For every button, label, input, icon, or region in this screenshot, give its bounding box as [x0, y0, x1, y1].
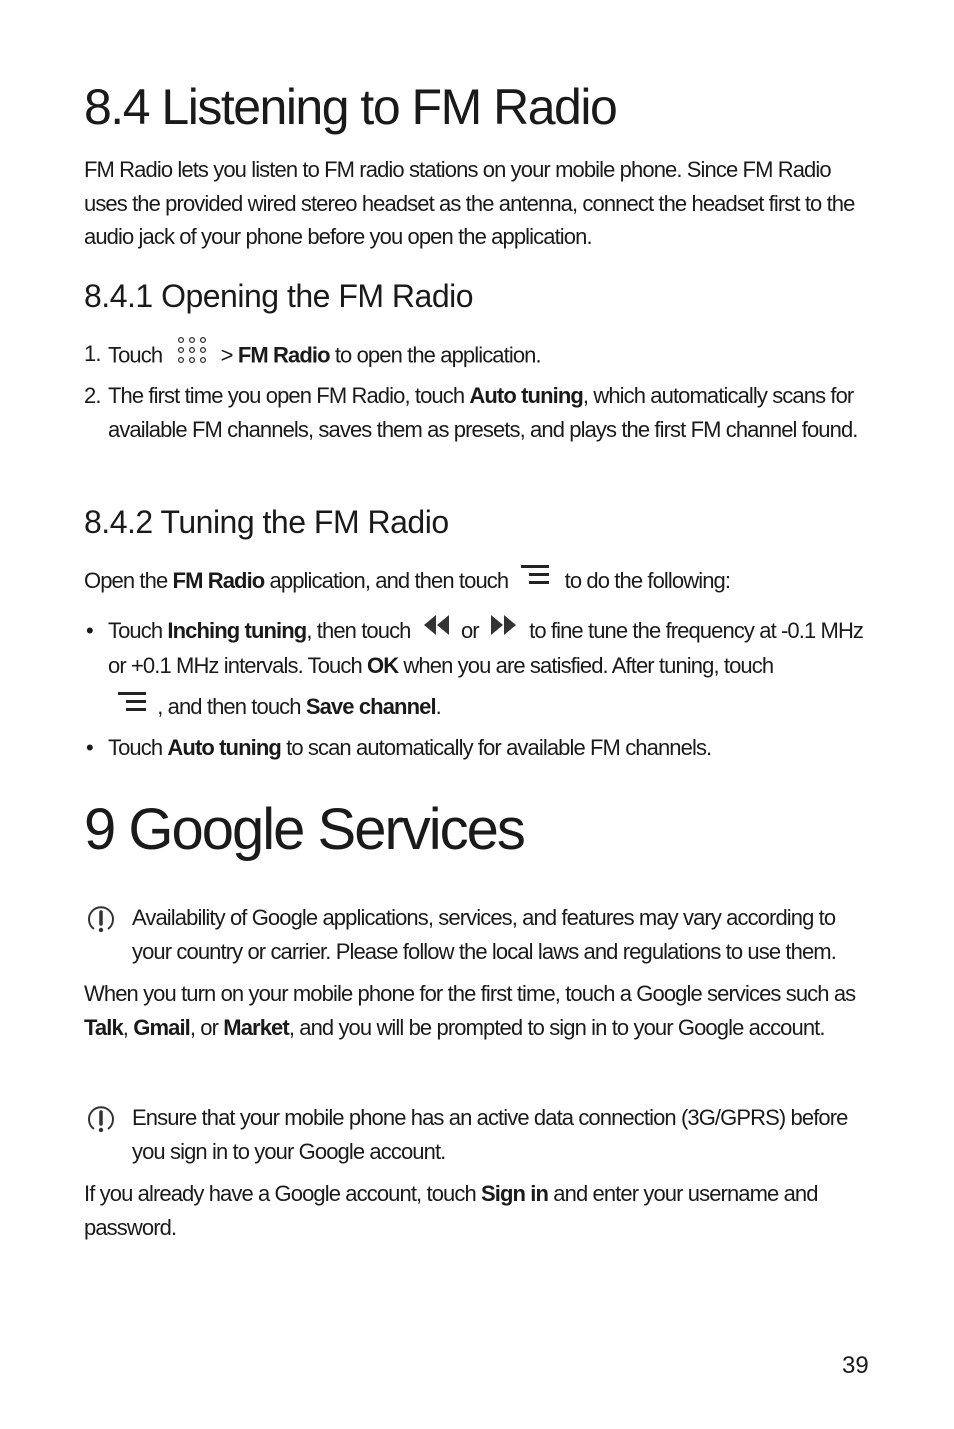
subsection-title-8-4-2: 8.4.2 Tuning the FM Radio [84, 504, 449, 540]
step-number: 1. [84, 341, 101, 366]
menu-icon [118, 689, 146, 725]
rewind-icon [424, 613, 450, 647]
apps-grid-icon [175, 335, 209, 375]
chapter-title-9: 9 Google Services [84, 797, 524, 862]
bullet-inching-tuning: • Touch Inching tuning, then touch or to fine tune the frequency at -0.1 MHz or +0.1 MHz intervals. Touch OK when you are satisfied. After tuning, touch , and then touch Save channel. [84, 614, 874, 726]
note-icon [86, 1105, 116, 1135]
tuning-lead: Open the FM Radio application, and then touch to do the following: [84, 564, 874, 600]
note-icon [86, 905, 116, 935]
section-intro: FM Radio lets you listen to FM radio stations on your mobile phone. Since FM Radio uses the provided wired stereo headset as the antenna, connect the headset first to the audio jack of your phone before you open the application. [84, 157, 855, 249]
step-2: 2. The first time you open FM Radio, touch Auto tuning, which automatically scans for available FM channels, saves them as presets, and plays the first FM channel found. [84, 379, 874, 446]
sign-in-paragraph: If you already have a Google account, touch Sign in and enter your username and password. [84, 1181, 818, 1240]
page-number: 39 [842, 1352, 869, 1379]
bullet-mark: • [86, 735, 93, 760]
step-number: 2. [84, 383, 101, 408]
note-availability: Availability of Google applications, services, and features may vary according to your country or carrier. Please follow the local laws and regulations to use them. [84, 901, 874, 968]
bullet-mark: • [86, 618, 93, 643]
bullet-auto-tuning: • Touch Auto tuning to scan automatically for available FM channels. [84, 731, 874, 765]
google-intro: When you turn on your mobile phone for the first time, touch a Google services such as Talk, Gmail, or Market, and you will be prompted to sign in to your Google account. [84, 981, 856, 1040]
fast-forward-icon [490, 613, 516, 647]
step-1: 1. Touch > FM Radio to open the application. [84, 337, 874, 377]
menu-icon [521, 562, 549, 598]
section-title-8-4: 8.4 Listening to FM Radio [84, 79, 617, 135]
subsection-title-8-4-1: 8.4.1 Opening the FM Radio [84, 278, 474, 314]
note-data-connection: Ensure that your mobile phone has an active data connection (3G/GPRS) before you sign in to your Google account. [84, 1101, 874, 1168]
